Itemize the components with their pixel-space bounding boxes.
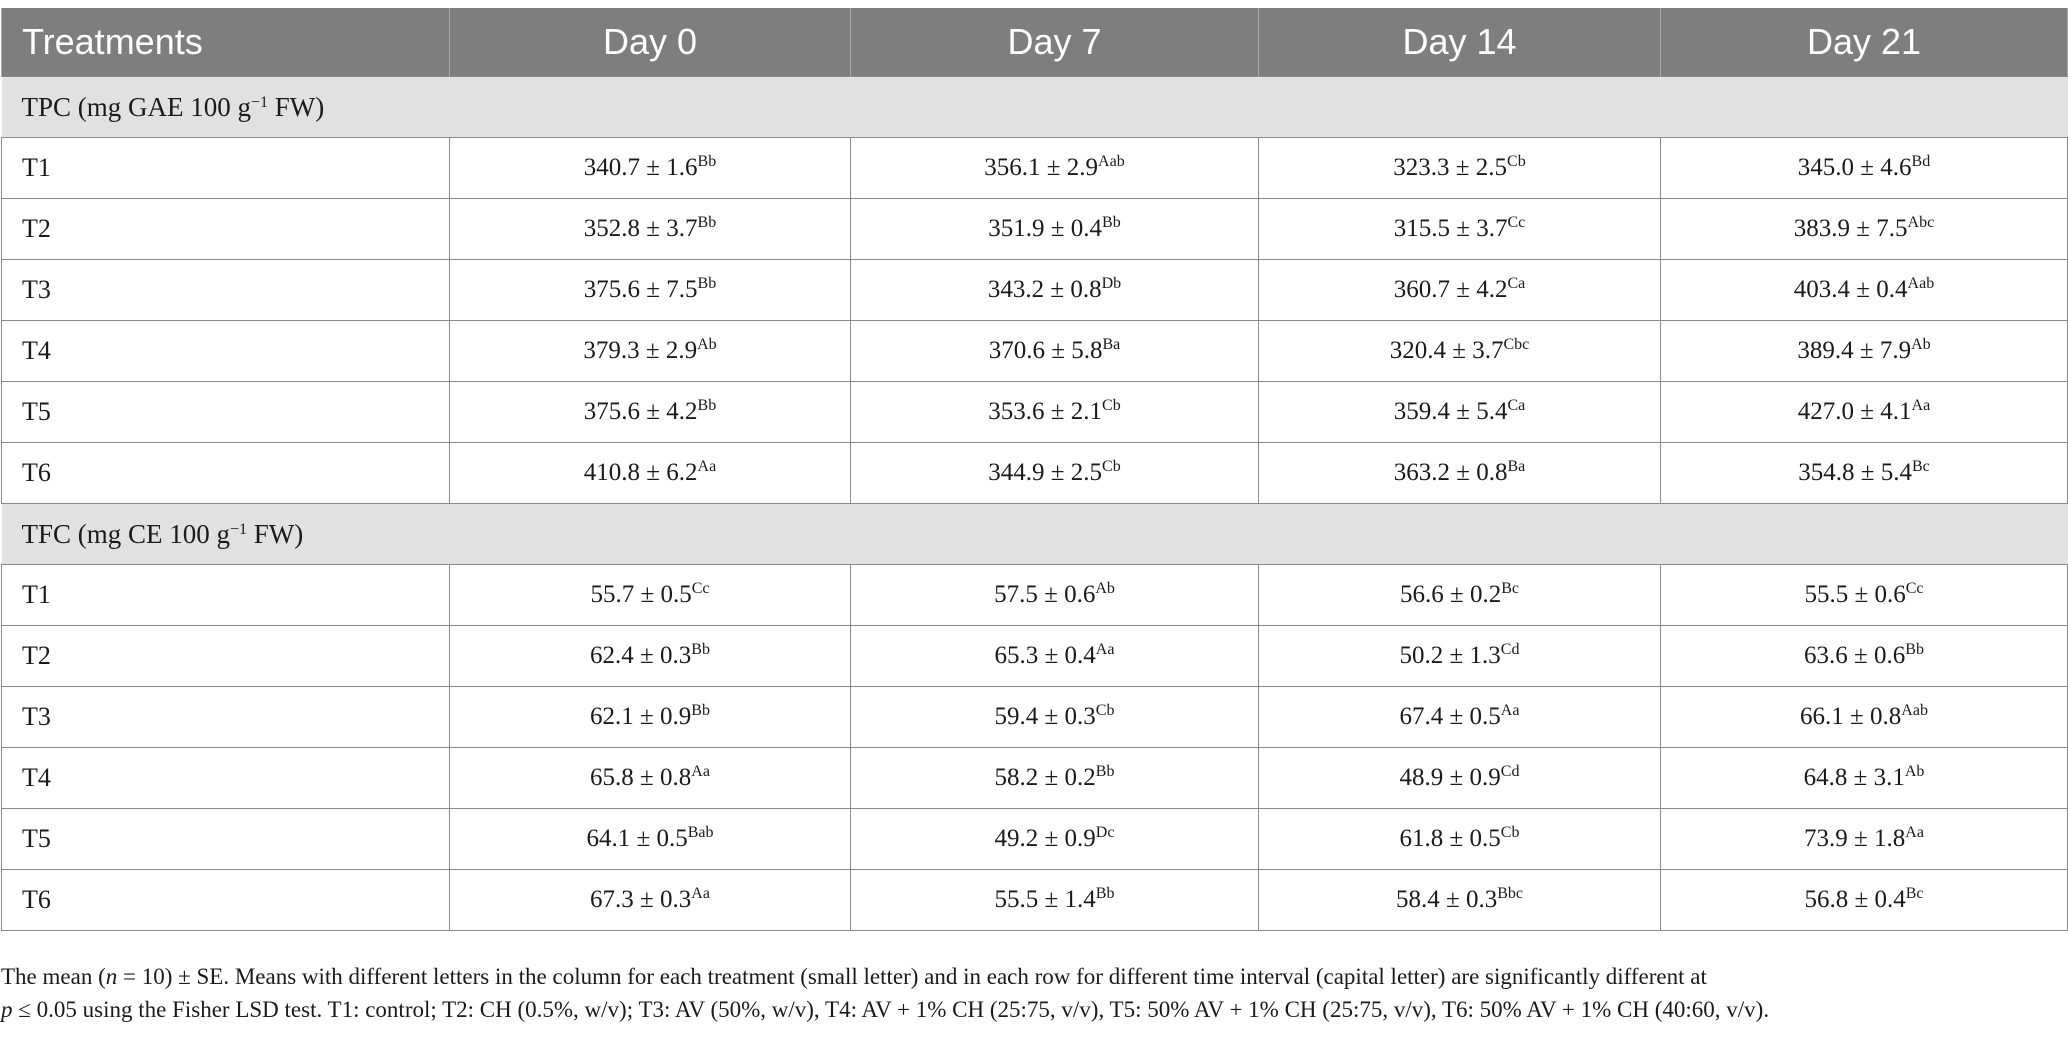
mean-se-value: 55.5 ± 0.6 <box>1804 581 1906 608</box>
significance-letters: Bc <box>1501 580 1519 597</box>
significance-letters: Bb <box>1102 214 1121 231</box>
mean-se-value: 67.4 ± 0.5 <box>1399 703 1501 730</box>
mean-se-value: 64.1 ± 0.5 <box>586 825 688 852</box>
mean-se-value: 353.6 ± 2.1 <box>988 398 1103 425</box>
section-title-text: TFC (mg CE 100 g <box>21 518 231 549</box>
significance-letters: Aab <box>1901 702 1928 719</box>
table-row <box>2 443 2068 504</box>
mean-se-value: 351.9 ± 0.4 <box>988 215 1103 242</box>
mean-se-value: 50.2 ± 1.3 <box>1399 642 1501 669</box>
significance-letters: Bd <box>1911 153 1931 170</box>
significance-letters: Cc <box>1507 214 1526 231</box>
header-day-14: Day 14 <box>1259 8 1661 77</box>
treatment-label: T2 <box>2 626 450 687</box>
treatment-label: T3 <box>2 687 450 748</box>
section-title <box>2 504 2068 565</box>
significance-letters: Cc <box>691 580 710 597</box>
significance-letters: Ab <box>697 336 717 353</box>
mean-se-value: 345.0 ± 4.6 <box>1797 154 1912 181</box>
significance-letters: Bc <box>1905 885 1924 902</box>
mean-se-value: 315.5 ± 3.7 <box>1393 215 1508 242</box>
section-title <box>2 77 2068 138</box>
significance-letters: Aa <box>1500 702 1520 719</box>
treatment-label: T4 <box>2 321 450 382</box>
table-row <box>2 565 2068 626</box>
significance-letters: Ca <box>1507 397 1526 414</box>
significance-letters: Cb <box>1102 397 1121 414</box>
significance-letters: Bb <box>691 641 710 658</box>
significance-letters: Bb <box>697 153 717 170</box>
significance-letters: Ab <box>1911 336 1931 353</box>
mean-se-value: 58.4 ± 0.3 <box>1395 886 1498 913</box>
header-treatments: Treatments <box>2 8 450 77</box>
value-cell <box>1661 138 2068 199</box>
table-row <box>2 321 2068 382</box>
mean-se-value: 379.3 ± 2.9 <box>583 337 698 364</box>
value-cell <box>1661 626 2068 687</box>
value-cell <box>1259 260 1661 321</box>
value-cell <box>1259 870 1661 931</box>
results-table <box>1 8 2068 931</box>
significance-letters: Cb <box>1102 458 1121 475</box>
significance-letters: Aa <box>1905 824 1924 841</box>
significance-letters: Cd <box>1500 763 1520 780</box>
section-title-text: TPC (mg GAE 100 g <box>21 91 251 122</box>
significance-letters: Db <box>1101 275 1122 292</box>
value-cell <box>851 565 1259 626</box>
section-title-unit: FW) <box>268 91 325 122</box>
value-cell <box>1661 260 2068 321</box>
treatment-label: T5 <box>2 382 450 443</box>
treatment-label: T5 <box>2 809 450 870</box>
table-body <box>2 77 2068 931</box>
value-cell <box>450 870 851 931</box>
mean-se-value: 427.0 ± 4.1 <box>1797 398 1912 425</box>
mean-se-value: 360.7 ± 4.2 <box>1393 276 1508 303</box>
value-cell <box>1259 382 1661 443</box>
mean-se-value: 55.7 ± 0.5 <box>590 581 692 608</box>
value-cell <box>851 321 1259 382</box>
section-title-unit: FW) <box>247 518 304 549</box>
significance-letters: Bb <box>697 214 717 231</box>
value-cell <box>1661 809 2068 870</box>
header-day-0: Day 0 <box>450 8 851 77</box>
mean-se-value: 375.6 ± 4.2 <box>583 398 698 425</box>
significance-letters: Aa <box>697 458 717 475</box>
value-cell <box>450 199 851 260</box>
value-cell <box>1661 870 2068 931</box>
footnote-n: n <box>105 964 118 989</box>
value-cell <box>1661 321 2068 382</box>
mean-se-value: 66.1 ± 0.8 <box>1800 703 1902 730</box>
significance-letters: Cc <box>1905 580 1924 597</box>
table-row <box>2 138 2068 199</box>
mean-se-value: 410.8 ± 6.2 <box>583 459 698 486</box>
table-footnote <box>1 960 2061 1026</box>
mean-se-value: 320.4 ± 3.7 <box>1389 337 1504 364</box>
mean-se-value: 65.8 ± 0.8 <box>590 764 692 791</box>
value-cell <box>450 443 851 504</box>
table-row <box>2 748 2068 809</box>
significance-letters: Bab <box>687 824 714 841</box>
mean-se-value: 340.7 ± 1.6 <box>583 154 698 181</box>
value-cell <box>1259 138 1661 199</box>
mean-se-value: 62.1 ± 0.9 <box>590 703 692 730</box>
treatment-label: T1 <box>2 565 450 626</box>
mean-se-value: 55.5 ± 1.4 <box>994 886 1096 913</box>
value-cell <box>450 138 851 199</box>
header-day-21: Day 21 <box>1661 8 2068 77</box>
value-cell <box>1259 321 1661 382</box>
mean-se-value: 363.2 ± 0.8 <box>1393 459 1508 486</box>
footnote-part-3: ≤ 0.05 using the Fisher LSD test. T1: control; T2: CH (0.5%, w/v); T3: AV (50%, w/v), T4: AV + 1% CH (25:75, v/v), T5: 50% AV + 1% CH (25:75, v/v), T6: 50% AV + 1% CH (40:60, v/v). <box>12 997 1770 1022</box>
mean-se-value: 389.4 ± 7.9 <box>1797 337 1912 364</box>
significance-letters: Bb <box>1095 763 1115 780</box>
significance-letters: Ba <box>1102 336 1121 353</box>
value-cell <box>450 687 851 748</box>
table-row <box>2 382 2068 443</box>
mean-se-value: 356.1 ± 2.9 <box>984 154 1099 181</box>
significance-letters: Cb <box>1095 702 1115 719</box>
mean-se-value: 61.8 ± 0.5 <box>1399 825 1501 852</box>
treatment-label: T6 <box>2 870 450 931</box>
significance-letters: Bc <box>1911 458 1930 475</box>
header-day-7: Day 7 <box>851 8 1259 77</box>
significance-letters: Cb <box>1507 153 1526 170</box>
value-cell <box>1259 199 1661 260</box>
value-cell <box>1259 443 1661 504</box>
value-cell <box>450 748 851 809</box>
value-cell <box>851 748 1259 809</box>
table-row <box>2 870 2068 931</box>
value-cell <box>1259 748 1661 809</box>
significance-letters: Bb <box>1095 885 1115 902</box>
significance-letters: Dc <box>1095 824 1115 841</box>
mean-se-value: 49.2 ± 0.9 <box>994 825 1096 852</box>
mean-se-value: 56.8 ± 0.4 <box>1804 886 1906 913</box>
value-cell <box>1661 687 2068 748</box>
mean-se-value: 62.4 ± 0.3 <box>590 642 692 669</box>
significance-letters: Bb <box>691 702 710 719</box>
section-title-exponent: −1 <box>251 93 269 111</box>
significance-letters: Bb <box>1905 641 1924 658</box>
treatment-label: T1 <box>2 138 450 199</box>
significance-letters: Abc <box>1907 214 1935 231</box>
value-cell <box>1661 565 2068 626</box>
mean-se-value: 370.6 ± 5.8 <box>988 337 1103 364</box>
value-cell <box>1661 443 2068 504</box>
mean-se-value: 65.3 ± 0.4 <box>994 642 1096 669</box>
table-row <box>2 199 2068 260</box>
significance-letters: Ba <box>1507 458 1526 475</box>
value-cell <box>450 809 851 870</box>
value-cell <box>1259 809 1661 870</box>
significance-letters: Bb <box>697 275 717 292</box>
mean-se-value: 59.4 ± 0.3 <box>994 703 1096 730</box>
value-cell <box>450 626 851 687</box>
footnote-p: p <box>1 997 13 1022</box>
mean-se-value: 359.4 ± 5.4 <box>1393 398 1508 425</box>
value-cell <box>450 260 851 321</box>
mean-se-value: 403.4 ± 0.4 <box>1793 276 1908 303</box>
value-cell <box>1259 687 1661 748</box>
value-cell <box>851 870 1259 931</box>
mean-se-value: 343.2 ± 0.8 <box>987 276 1102 303</box>
significance-letters: Ab <box>1904 763 1925 780</box>
value-cell <box>851 626 1259 687</box>
section-title-exponent: −1 <box>230 520 248 538</box>
value-cell <box>1661 382 2068 443</box>
value-cell <box>851 138 1259 199</box>
significance-letters: Ca <box>1507 275 1526 292</box>
table-row <box>2 809 2068 870</box>
treatment-label: T4 <box>2 748 450 809</box>
significance-letters: Cd <box>1500 641 1520 658</box>
significance-letters: Aa <box>691 885 710 902</box>
mean-se-value: 375.6 ± 7.5 <box>583 276 698 303</box>
table-row <box>2 687 2068 748</box>
section-row <box>2 77 2068 138</box>
value-cell <box>851 809 1259 870</box>
significance-letters: Aab <box>1098 153 1125 170</box>
treatment-label: T6 <box>2 443 450 504</box>
significance-letters: Aa <box>1911 397 1931 414</box>
mean-se-value: 63.6 ± 0.6 <box>1804 642 1906 669</box>
treatment-label: T3 <box>2 260 450 321</box>
footnote-part-1: The mean ( <box>1 964 106 989</box>
section-row <box>2 504 2068 565</box>
mean-se-value: 354.8 ± 5.4 <box>1798 459 1912 486</box>
value-cell <box>1259 626 1661 687</box>
significance-letters: Ab <box>1095 580 1115 597</box>
value-cell <box>1259 565 1661 626</box>
mean-se-value: 383.9 ± 7.5 <box>1793 215 1908 242</box>
mean-se-value: 352.8 ± 3.7 <box>583 215 698 242</box>
table-row <box>2 260 2068 321</box>
significance-letters: Cb <box>1500 824 1520 841</box>
value-cell <box>450 382 851 443</box>
significance-letters: Aa <box>691 763 710 780</box>
mean-se-value: 344.9 ± 2.5 <box>988 459 1103 486</box>
value-cell <box>851 260 1259 321</box>
value-cell <box>450 321 851 382</box>
table-header <box>2 8 2068 77</box>
mean-se-value: 48.9 ± 0.9 <box>1399 764 1501 791</box>
mean-se-value: 58.2 ± 0.2 <box>994 764 1096 791</box>
page <box>0 8 2068 1042</box>
value-cell <box>851 382 1259 443</box>
value-cell <box>450 565 851 626</box>
footnote-part-2: = 10) ± SE. Means with different letters in the column for each treatment (small letter) and in each row for different time interval (capital letter) are significantly different at <box>117 964 1707 989</box>
value-cell <box>1661 199 2068 260</box>
table-row <box>2 626 2068 687</box>
value-cell <box>851 199 1259 260</box>
mean-se-value: 323.3 ± 2.5 <box>1393 154 1508 181</box>
value-cell <box>851 687 1259 748</box>
treatment-label: T2 <box>2 199 450 260</box>
mean-se-value: 73.9 ± 1.8 <box>1804 825 1906 852</box>
significance-letters: Cbc <box>1503 336 1530 353</box>
significance-letters: Aab <box>1907 275 1935 292</box>
value-cell <box>1661 748 2068 809</box>
value-cell <box>851 443 1259 504</box>
mean-se-value: 64.8 ± 3.1 <box>1803 764 1905 791</box>
significance-letters: Aa <box>1095 641 1115 658</box>
significance-letters: Bb <box>697 397 717 414</box>
mean-se-value: 67.3 ± 0.3 <box>590 886 692 913</box>
significance-letters: Bbc <box>1497 885 1523 902</box>
mean-se-value: 57.5 ± 0.6 <box>994 581 1096 608</box>
mean-se-value: 56.6 ± 0.2 <box>1399 581 1502 608</box>
